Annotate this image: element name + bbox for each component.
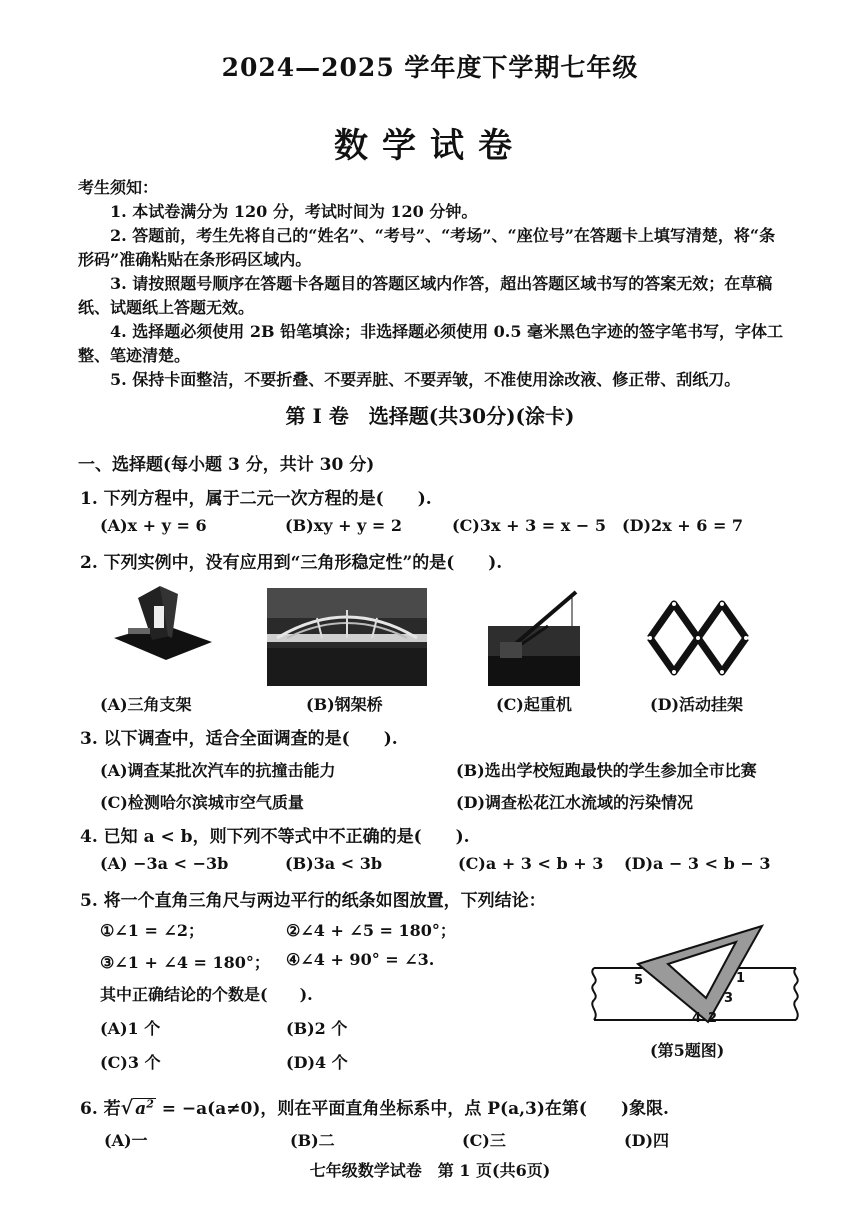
q5-figure-label: 1 [736, 971, 746, 986]
steel-bridge-image [267, 588, 427, 686]
part-title: 一、选择题(每小题 3 分，共计 30 分) [78, 455, 375, 475]
q6-option-a: (A)一 [104, 1131, 148, 1150]
q2-option-a: (A)三角支架 [100, 695, 192, 714]
q2-option-d: (D)活动挂架 [650, 695, 744, 714]
q4-option-c: (C)a + 3 < b + 3 [458, 854, 604, 873]
notice-item: 2. 答题前，考生先将自己的“姓名”、“考号”、“考场”、“座位号”在答题卡上填写清楚，将“条形码”准确粘贴在条形码区域内。 [78, 226, 776, 269]
q3-option-d: (D)调查松花江水流域的污染情况 [456, 793, 694, 812]
q5-figure-caption: (第5题图) [650, 1041, 725, 1060]
notice-item: 4. 选择题必须使用 2B 铅笔填涂；非选择题必须使用 0.5 毫米黑色字迹的签字笔书写，字体工整、笔迹清楚。 [78, 322, 784, 365]
q1-option-c: (C)3x + 3 = x − 5 [452, 516, 606, 535]
q6-radicand: $a^2$ [135, 1097, 154, 1119]
q3-option-b: (B)选出学校短跑最快的学生参加全市比赛 [456, 761, 757, 780]
q6-option-b: (B)二 [290, 1131, 335, 1150]
notice-item: 1. 本试卷满分为 120 分，考试时间为 120 分钟。 [110, 202, 478, 221]
q4-option-a: (A) −3a < −3b [100, 854, 229, 873]
q4-option-d: (D)a − 3 < b − 3 [624, 854, 771, 873]
candidate-notice [78, 176, 790, 392]
q5-option-c: (C)3 个 [100, 1053, 161, 1072]
q5-figure [586, 918, 804, 1028]
q5-figure-label: 4 [692, 1011, 702, 1026]
notice-heading: 考生须知： [78, 178, 159, 197]
q6-option-c: (C)三 [462, 1131, 506, 1150]
folding-hanger-image [644, 598, 752, 678]
q5-statement-4: ④∠4 + 90° = ∠3. [286, 950, 435, 969]
section-title: 第 I 卷 选择题(共30分)(涂卡) [285, 404, 575, 428]
notice-item: 3. 请按照题号顺序在答题卡各题目的答题区域内作答，超出答题区域书写的答案无效；在草稿纸、试题纸上答题无效。 [78, 274, 773, 317]
question-5-stem: 5. 将一个直角三角尺与两边平行的纸条如图放置，下列结论： [80, 891, 546, 911]
question-3-stem: 3. 以下调查中，适合全面调查的是( ). [80, 729, 398, 749]
q6-option-d: (D)四 [624, 1131, 670, 1150]
q5-figure-label: 2 [708, 1011, 718, 1026]
exam-year-title: 2024—2025 学年度下学期七年级 [221, 53, 639, 82]
q5-option-a: (A)1 个 [100, 1019, 161, 1038]
crane-image [488, 586, 580, 686]
triangle-stand-image [108, 578, 218, 670]
q5-ask: 其中正确结论的个数是( ). [100, 985, 313, 1004]
q6-stem-post: = −a(a≠0)，则在平面直角坐标系中，点 P(a,3)在第( )象限. [155, 1099, 669, 1119]
sqrt-symbol: √ [120, 1097, 134, 1119]
q2-option-c: (C)起重机 [496, 695, 572, 714]
question-2-stem: 2. 下列实例中，没有应用到“三角形稳定性”的是( ). [80, 553, 503, 573]
question-6-stem [80, 1094, 669, 1119]
q6-stem-pre: 6. 若 [80, 1099, 121, 1119]
q5-statement-1: ①∠1 = ∠2； [100, 921, 204, 940]
q6-exponent: 2 [146, 1097, 154, 1111]
q5-option-b: (B)2 个 [286, 1019, 348, 1038]
q5-statement-2: ②∠4 + ∠5 = 180°； [286, 921, 456, 940]
q5-option-d: (D)4 个 [286, 1053, 348, 1072]
page-footer: 七年级数学试卷 第 1 页(共6页) [309, 1161, 551, 1180]
q1-option-b: (B)xy + y = 2 [285, 516, 403, 535]
q3-option-a: (A)调查某批次汽车的抗撞击能力 [100, 761, 336, 780]
q5-figure-label: 3 [724, 991, 734, 1006]
q1-option-d: (D)2x + 6 = 7 [622, 516, 744, 535]
q5-statement-3: ③∠1 + ∠4 = 180°； [100, 953, 270, 972]
exam-subject-title: 数学试卷 [334, 126, 526, 166]
q5-figure-label: 5 [634, 973, 644, 988]
q2-option-b: (B)钢架桥 [306, 695, 383, 714]
q1-option-a: (A)x + y = 6 [100, 516, 207, 535]
notice-item: 5. 保持卡面整洁，不要折叠、不要弄脏、不要弄皱，不准使用涂改液、修正带、刮纸刀。 [110, 370, 741, 389]
q4-option-b: (B)3a < 3b [285, 854, 383, 873]
q3-option-c: (C)检测哈尔滨城市空气质量 [100, 793, 304, 812]
question-1-stem: 1. 下列方程中，属于二元一次方程的是( ). [80, 489, 432, 509]
question-4-stem: 4. 已知 a < b，则下列不等式中不正确的是( ). [80, 827, 470, 847]
